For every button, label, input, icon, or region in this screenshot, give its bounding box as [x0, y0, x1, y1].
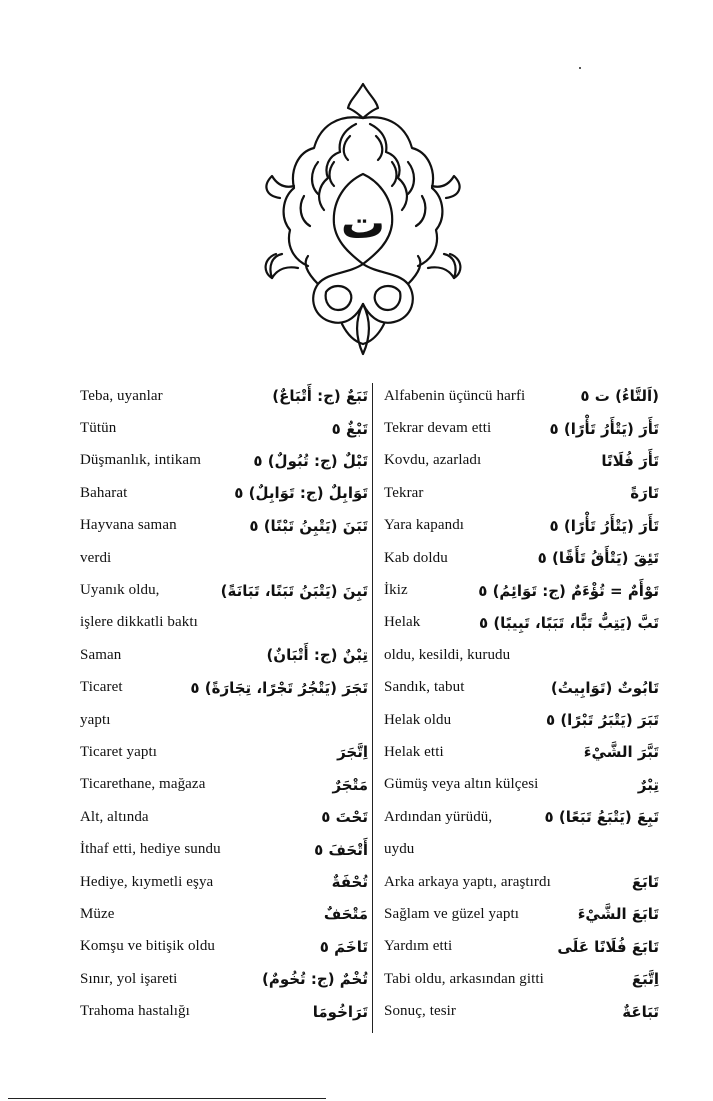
arabic-term: تَوَابِلٌ (ج: تَوَابِلٌ) ٥ [234, 484, 368, 503]
entry-row [80, 769, 368, 801]
arabic-term: تَارَةً [630, 484, 659, 503]
turkish-meaning: Uyanık oldu, [80, 582, 160, 599]
arabic-term: أَتْحَفَ ٥ [314, 840, 368, 859]
entry-row [80, 477, 368, 509]
right-column [384, 380, 659, 1028]
turkish-meaning: Sağlam ve güzel yaptı [384, 905, 519, 922]
arabic-term: تُخْمٌ (ج: تُخُومٌ) [261, 970, 368, 989]
turkish-meaning: Alt, altında [80, 808, 149, 825]
turkish-meaning: Ticaret yaptı [80, 743, 157, 760]
ornament-letter: ت [340, 198, 386, 249]
turkish-meaning: Ticaret [80, 679, 123, 696]
turkish-meaning: Helak etti [384, 743, 444, 760]
turkish-meaning: Kovdu, azarladı [384, 452, 482, 469]
turkish-meaning: Baharat [80, 484, 128, 501]
turkish-meaning: Sonuç, tesir [384, 1003, 457, 1020]
entry-row [384, 736, 659, 768]
entry-row [80, 574, 368, 606]
arabic-term: تَابَعَ فُلَانًا عَلَى [557, 937, 659, 956]
turkish-meaning: İkiz [384, 582, 408, 599]
turkish-meaning: Trahoma hastalığı [80, 1003, 190, 1020]
arabic-term: مَتْحَفٌ [323, 905, 368, 924]
turkish-meaning: Saman [80, 646, 122, 663]
arabic-term: تَوْأَمٌ = تُؤْءَمٌ (ج: تَوَائِمُ) ٥ [478, 581, 659, 600]
turkish-meaning: Tekrar [384, 484, 424, 501]
entry-row [80, 510, 368, 542]
entry-row [384, 995, 659, 1027]
speck [579, 67, 581, 69]
arabic-term: تَبَعٌ (ج: أَتْبَاعٌ) [272, 387, 368, 406]
arabic-term: تَأَرَ (يَتْأَرُ تَأْرًا) ٥ [549, 516, 659, 535]
turkish-meaning: Ardından yürüdü, [384, 808, 493, 825]
entry-row [80, 833, 368, 865]
turkish-meaning: verdi [80, 549, 112, 566]
arabic-term: تَبِنَ (يَتْبَنُ تَبَنًا، تَبَانَةً) [220, 581, 368, 600]
turkish-meaning: İthaf etti, hediye sundu [80, 841, 221, 858]
entry-row [80, 931, 368, 963]
turkish-meaning: Sandık, tabut [384, 679, 465, 696]
entry-row [80, 736, 368, 768]
arabic-term: تَرَاخُومَا [312, 1002, 368, 1021]
turkish-meaning: Hayvana saman [80, 517, 177, 534]
entry-row [384, 445, 659, 477]
arabic-term: تَابَعَ [631, 873, 659, 892]
arabic-term: اِتَّبَعَ [631, 970, 659, 989]
turkish-meaning: Düşmanlık, intikam [80, 452, 201, 469]
ornament-illustration [258, 78, 468, 360]
entry-row [80, 412, 368, 444]
turkish-meaning: Gümüş veya altın külçesi [384, 776, 539, 793]
turkish-meaning: oldu, kesildi, kurudu [384, 646, 511, 663]
entry-row [384, 801, 659, 833]
entry-row [384, 607, 659, 639]
turkish-meaning: Hediye, kıymetli eşya [80, 873, 214, 890]
arabic-term: تَبَرَ (يَتْبَرُ تَبْرًا) ٥ [545, 711, 659, 730]
turkish-meaning: Ticarethane, mağaza [80, 776, 206, 793]
entry-row [384, 639, 659, 671]
entry-row [80, 607, 368, 639]
turkish-meaning: Kab doldu [384, 549, 448, 566]
arabic-term: تَحْتَ ٥ [321, 808, 368, 827]
arabic-term: تِبْرٌ [637, 775, 659, 794]
turkish-meaning: Yara kapandı [384, 517, 465, 534]
arabic-term: مَتْجَرٌ [332, 775, 368, 794]
turkish-meaning: Yardım etti [384, 938, 453, 955]
arabic-term: اِتَّجَرَ [337, 743, 368, 762]
entry-row [384, 931, 659, 963]
entry-row [80, 801, 368, 833]
entry-row [80, 542, 368, 574]
entry-row [80, 672, 368, 704]
arabic-term: تَبِعَ (يَتْبَعُ تَبَعًا) ٥ [544, 808, 659, 827]
entry-row [384, 769, 659, 801]
entry-row [384, 833, 659, 865]
entry-row [384, 542, 659, 574]
entry-row [80, 639, 368, 671]
arabic-term: تَأَرَ (يَتْأَرُ تَأْرًا) ٥ [549, 419, 659, 438]
entry-row [384, 704, 659, 736]
turkish-meaning: Teba, uyanlar [80, 387, 163, 404]
entry-row [384, 380, 659, 412]
entry-row [80, 995, 368, 1027]
entry-row [80, 380, 368, 412]
entry-row [384, 510, 659, 542]
arabic-term: تَبَّ (يَتِبُّ تَبًّا، تَبَبًا، تَبِيبًا) ٥ [478, 613, 659, 632]
turkish-meaning: Müze [80, 905, 115, 922]
entry-row [384, 477, 659, 509]
turkish-meaning: Alfabenin üçüncü harfi [384, 387, 526, 404]
turkish-meaning: Sınır, yol işareti [80, 970, 178, 987]
entry-row [384, 963, 659, 995]
turkish-meaning: yaptı [80, 711, 111, 728]
arabic-term: تَبْغٌ ٥ [331, 419, 368, 438]
arabic-term: تِبْنٌ (ج: أَتْبَانٌ) [266, 646, 368, 665]
turkish-meaning: uydu [384, 841, 415, 858]
left-column [80, 380, 368, 1028]
arabic-term: تَبْلٌ (ج: تُبُولٌ) ٥ [253, 451, 368, 470]
entry-row [80, 963, 368, 995]
entry-row [80, 898, 368, 930]
footnote-rule [8, 1098, 326, 1099]
entry-row [80, 445, 368, 477]
turkish-meaning: Komşu ve bitişik oldu [80, 938, 216, 955]
entry-row [384, 866, 659, 898]
entry-row [384, 672, 659, 704]
turkish-meaning: Helak oldu [384, 711, 452, 728]
arabic-term: تَبَنَ (يَتْبِنُ تَبْنًا) ٥ [249, 516, 368, 535]
arabic-term: تَأَرَ فُلَانًا [601, 451, 659, 470]
arabic-term: تَابَعَ الشَّيْءَ [577, 905, 659, 924]
arabic-term: تَاخَمَ ٥ [319, 937, 368, 956]
arabic-term: تَبَّرَ الشَّيْءَ [583, 743, 659, 762]
arabic-term: (اَلتَّاءُ) ت ٥ [580, 387, 659, 406]
entry-row [80, 704, 368, 736]
turkish-meaning: Tütün [80, 420, 117, 437]
turkish-meaning: Arka arkaya yaptı, araştırdı [384, 873, 551, 890]
arabic-term: تَجَرَ (يَتْجُرُ تَجْرًا، تِجَارَةً) ٥ [190, 678, 368, 697]
arabic-term: تَابُوتٌ (تَوَابِيتُ) [550, 678, 659, 697]
arabic-term: تَبَاعَةٌ [622, 1002, 659, 1021]
entry-row [80, 866, 368, 898]
turkish-meaning: Helak [384, 614, 421, 631]
turkish-meaning: Tabi oldu, arkasından gitti [384, 970, 544, 987]
entry-row [384, 574, 659, 606]
entry-row [384, 898, 659, 930]
turkish-meaning: işlere dikkatli baktı [80, 614, 198, 631]
arabic-term: تَئِقَ (يَتْأَقُ تَأَقًا) ٥ [537, 549, 659, 568]
arabic-term: تُحْفَةٌ [331, 873, 368, 892]
column-divider [372, 383, 373, 1033]
turkish-meaning: Tekrar devam etti [384, 420, 492, 437]
entry-row [384, 412, 659, 444]
